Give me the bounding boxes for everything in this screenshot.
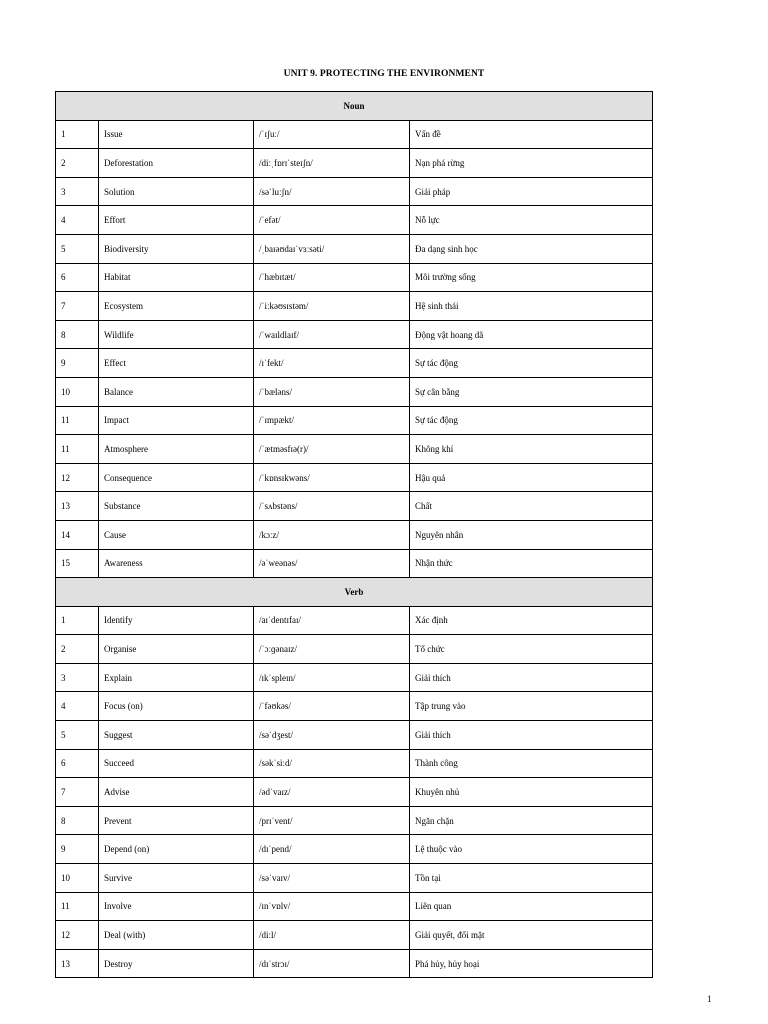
row-number-cell: 11 bbox=[56, 435, 99, 464]
word-cell: Substance bbox=[99, 492, 254, 521]
word-cell: Prevent bbox=[99, 806, 254, 835]
meaning-cell: Môi trường sống bbox=[410, 263, 653, 292]
pronunciation-cell: /ˈwaɪldlaɪf/ bbox=[254, 320, 410, 349]
row-number-cell: 1 bbox=[56, 120, 99, 149]
word-cell: Deal (with) bbox=[99, 921, 254, 950]
table-row bbox=[56, 606, 653, 635]
row-number-cell: 14 bbox=[56, 520, 99, 549]
row-number-cell: 7 bbox=[56, 292, 99, 321]
word-cell: Deforestation bbox=[99, 149, 254, 178]
table-row bbox=[56, 778, 653, 807]
word-cell: Biodiversity bbox=[99, 234, 254, 263]
page-number: 1 bbox=[707, 994, 712, 1004]
row-number-cell: 6 bbox=[56, 749, 99, 778]
pronunciation-cell: /ˈefət/ bbox=[254, 206, 410, 235]
pronunciation-cell: /səˈvaɪv/ bbox=[254, 864, 410, 893]
pronunciation-cell: /ˈfəʊkəs/ bbox=[254, 692, 410, 721]
meaning-cell: Tồn tại bbox=[410, 864, 653, 893]
meaning-cell: Giải thích bbox=[410, 721, 653, 750]
page-title: UNIT 9. PROTECTING THE ENVIRONMENT bbox=[283, 69, 485, 79]
pronunciation-cell: /səˈdʒest/ bbox=[254, 721, 410, 750]
meaning-cell: Nhận thức bbox=[410, 549, 653, 578]
table-row bbox=[56, 206, 653, 235]
table-row bbox=[56, 749, 653, 778]
word-cell: Ecosystem bbox=[99, 292, 254, 321]
word-cell: Survive bbox=[99, 864, 254, 893]
table-row bbox=[56, 692, 653, 721]
row-number-cell: 3 bbox=[56, 177, 99, 206]
word-cell: Succeed bbox=[99, 749, 254, 778]
table-row bbox=[56, 406, 653, 435]
table-row bbox=[56, 492, 653, 521]
meaning-cell: Chất bbox=[410, 492, 653, 521]
pronunciation-cell: /səkˈsiːd/ bbox=[254, 749, 410, 778]
table-row bbox=[56, 149, 653, 178]
table-row bbox=[56, 120, 653, 149]
meaning-cell: Giải thích bbox=[410, 663, 653, 692]
table-row bbox=[56, 520, 653, 549]
pronunciation-cell: /ˈhæbɪtæt/ bbox=[254, 263, 410, 292]
pronunciation-cell: /ˌbaɪəʊdaɪˈvɜːsəti/ bbox=[254, 234, 410, 263]
word-cell: Identify bbox=[99, 606, 254, 635]
row-number-cell: 5 bbox=[56, 234, 99, 263]
pronunciation-cell: /dɪˈstrɔɪ/ bbox=[254, 949, 410, 978]
table-row bbox=[56, 835, 653, 864]
word-cell: Effort bbox=[99, 206, 254, 235]
row-number-cell: 3 bbox=[56, 663, 99, 692]
meaning-cell: Không khí bbox=[410, 435, 653, 464]
meaning-cell: Ngăn chặn bbox=[410, 806, 653, 835]
row-number-cell: 1 bbox=[56, 606, 99, 635]
meaning-cell: Xác định bbox=[410, 606, 653, 635]
word-cell: Cause bbox=[99, 520, 254, 549]
meaning-cell: Phá hủy, hủy hoại bbox=[410, 949, 653, 978]
word-cell: Suggest bbox=[99, 721, 254, 750]
meaning-cell: Vấn đề bbox=[410, 120, 653, 149]
vocabulary-table bbox=[55, 91, 653, 978]
table-row bbox=[56, 549, 653, 578]
meaning-cell: Giải quyết, đối mặt bbox=[410, 921, 653, 950]
pronunciation-cell: /ˈiːkəʊsɪstəm/ bbox=[254, 292, 410, 321]
meaning-cell: Nỗ lực bbox=[410, 206, 653, 235]
word-cell: Solution bbox=[99, 177, 254, 206]
word-cell: Involve bbox=[99, 892, 254, 921]
word-cell: Atmosphere bbox=[99, 435, 254, 464]
pronunciation-cell: /əˈweənəs/ bbox=[254, 549, 410, 578]
meaning-cell: Hậu quả bbox=[410, 463, 653, 492]
section-heading: Noun bbox=[56, 92, 653, 121]
meaning-cell: Khuyên nhủ bbox=[410, 778, 653, 807]
section-header-row bbox=[56, 92, 653, 121]
table-row bbox=[56, 892, 653, 921]
meaning-cell: Liên quan bbox=[410, 892, 653, 921]
row-number-cell: 10 bbox=[56, 864, 99, 893]
pronunciation-cell: /diːl/ bbox=[254, 921, 410, 950]
pronunciation-cell: /ɪnˈvɒlv/ bbox=[254, 892, 410, 921]
table-row bbox=[56, 177, 653, 206]
table-row bbox=[56, 864, 653, 893]
pronunciation-cell: /ˈɪmpækt/ bbox=[254, 406, 410, 435]
table-row bbox=[56, 635, 653, 664]
row-number-cell: 10 bbox=[56, 377, 99, 406]
meaning-cell: Sự tác động bbox=[410, 349, 653, 378]
section-heading: Verb bbox=[56, 578, 653, 607]
pronunciation-cell: /ˈɔːɡənaɪz/ bbox=[254, 635, 410, 664]
row-number-cell: 2 bbox=[56, 149, 99, 178]
meaning-cell: Thành công bbox=[410, 749, 653, 778]
row-number-cell: 4 bbox=[56, 206, 99, 235]
table-row bbox=[56, 234, 653, 263]
row-number-cell: 9 bbox=[56, 835, 99, 864]
pronunciation-cell: /dɪˈpend/ bbox=[254, 835, 410, 864]
word-cell: Balance bbox=[99, 377, 254, 406]
word-cell: Wildlife bbox=[99, 320, 254, 349]
pronunciation-cell: /ɪkˈspleɪn/ bbox=[254, 663, 410, 692]
word-cell: Impact bbox=[99, 406, 254, 435]
pronunciation-cell: /aɪˈdentɪfaɪ/ bbox=[254, 606, 410, 635]
meaning-cell: Giải pháp bbox=[410, 177, 653, 206]
pronunciation-cell: /kɔːz/ bbox=[254, 520, 410, 549]
pronunciation-cell: /səˈluːʃn/ bbox=[254, 177, 410, 206]
pronunciation-cell: /ˈætməsfɪə(r)/ bbox=[254, 435, 410, 464]
word-cell: Advise bbox=[99, 778, 254, 807]
table-row bbox=[56, 320, 653, 349]
pronunciation-cell: /prɪˈvent/ bbox=[254, 806, 410, 835]
row-number-cell: 4 bbox=[56, 692, 99, 721]
row-number-cell: 15 bbox=[56, 549, 99, 578]
pronunciation-cell: /ˈkɒnsɪkwəns/ bbox=[254, 463, 410, 492]
table-row bbox=[56, 292, 653, 321]
pronunciation-cell: /ədˈvaɪz/ bbox=[254, 778, 410, 807]
table-row bbox=[56, 721, 653, 750]
meaning-cell: Sự cân bằng bbox=[410, 377, 653, 406]
meaning-cell: Hệ sinh thái bbox=[410, 292, 653, 321]
section-header-row bbox=[56, 578, 653, 607]
table-row bbox=[56, 377, 653, 406]
word-cell: Awareness bbox=[99, 549, 254, 578]
table-row bbox=[56, 435, 653, 464]
meaning-cell: Tập trung vào bbox=[410, 692, 653, 721]
row-number-cell: 11 bbox=[56, 406, 99, 435]
row-number-cell: 12 bbox=[56, 921, 99, 950]
row-number-cell: 9 bbox=[56, 349, 99, 378]
meaning-cell: Tổ chức bbox=[410, 635, 653, 664]
row-number-cell: 7 bbox=[56, 778, 99, 807]
table-row bbox=[56, 949, 653, 978]
word-cell: Effect bbox=[99, 349, 254, 378]
word-cell: Issue bbox=[99, 120, 254, 149]
pronunciation-cell: /ˈsʌbstəns/ bbox=[254, 492, 410, 521]
table-row bbox=[56, 921, 653, 950]
word-cell: Organise bbox=[99, 635, 254, 664]
row-number-cell: 5 bbox=[56, 721, 99, 750]
word-cell: Consequence bbox=[99, 463, 254, 492]
row-number-cell: 13 bbox=[56, 949, 99, 978]
table-row bbox=[56, 806, 653, 835]
table-row bbox=[56, 663, 653, 692]
pronunciation-cell: /diːˌfɒrɪˈsteɪʃn/ bbox=[254, 149, 410, 178]
meaning-cell: Đa dạng sinh học bbox=[410, 234, 653, 263]
row-number-cell: 8 bbox=[56, 320, 99, 349]
row-number-cell: 8 bbox=[56, 806, 99, 835]
row-number-cell: 13 bbox=[56, 492, 99, 521]
row-number-cell: 12 bbox=[56, 463, 99, 492]
word-cell: Destroy bbox=[99, 949, 254, 978]
pronunciation-cell: /ɪˈfekt/ bbox=[254, 349, 410, 378]
meaning-cell: Nguyên nhân bbox=[410, 520, 653, 549]
meaning-cell: Sự tác động bbox=[410, 406, 653, 435]
meaning-cell: Động vật hoang dã bbox=[410, 320, 653, 349]
meaning-cell: Nạn phá rừng bbox=[410, 149, 653, 178]
word-cell: Focus (on) bbox=[99, 692, 254, 721]
row-number-cell: 2 bbox=[56, 635, 99, 664]
row-number-cell: 6 bbox=[56, 263, 99, 292]
pronunciation-cell: /ˈɪʃuː/ bbox=[254, 120, 410, 149]
pronunciation-cell: /ˈbæləns/ bbox=[254, 377, 410, 406]
word-cell: Depend (on) bbox=[99, 835, 254, 864]
word-cell: Explain bbox=[99, 663, 254, 692]
meaning-cell: Lệ thuộc vào bbox=[410, 835, 653, 864]
word-cell: Habitat bbox=[99, 263, 254, 292]
table-row bbox=[56, 349, 653, 378]
table-row bbox=[56, 263, 653, 292]
table-row bbox=[56, 463, 653, 492]
row-number-cell: 11 bbox=[56, 892, 99, 921]
vocabulary-table-body bbox=[56, 92, 653, 978]
